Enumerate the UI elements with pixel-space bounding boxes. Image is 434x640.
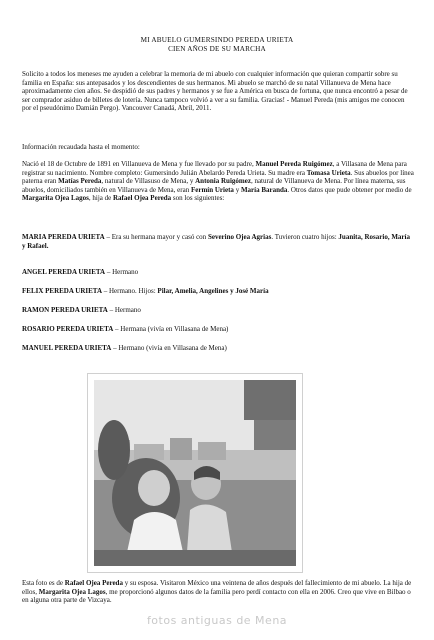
info-heading: Información recaudada hasta el momento: — [22, 143, 140, 151]
text-run: , a Villasana de Mena para registrar su nacimiento. Nombre completo: Gumersindo Julián Abelardo Pereda Urieta. Su madre era — [22, 160, 407, 177]
birth-paragraph — [22, 160, 414, 203]
title-line-1: MI ABUELO GUMERSINDO PEREDA URIETA — [140, 36, 294, 44]
text-run: , natural de Villasuso de Mena, y — [101, 177, 196, 186]
title-line-2: CIEN AÑOS DE SU MARCHA — [168, 45, 266, 53]
sibling-felix — [22, 287, 414, 296]
name-source: Margarita Ojea Lagos — [22, 194, 89, 203]
text-run: – Hermano (vivía en Villasana de Mena) — [111, 344, 227, 352]
name-source-father: Rafael Ojea Pereda — [112, 194, 172, 203]
watermark: fotos antiguas de Mena — [146, 614, 288, 627]
sibling-name: ANGEL PEREDA URIETA — [22, 268, 106, 276]
sibling-name: MARIA PEREDA URIETA — [22, 233, 105, 241]
sibling-manuel — [22, 344, 414, 353]
sibling-name: FELIX PEREDA URIETA — [22, 287, 102, 295]
couple-photo — [94, 380, 296, 566]
photo-caption — [22, 579, 414, 605]
photo-scene-illustration — [94, 380, 296, 566]
text-run: – Hermano — [105, 268, 139, 276]
text-run: , hija de — [88, 194, 113, 203]
text-run: – Hermana (vivía en Villasana de Mena) — [113, 325, 229, 333]
name-maternal-grandmother: María Baranda — [240, 185, 288, 194]
caption-name: Rafael Ojea Pereda — [64, 579, 123, 587]
caption-name: Margarita Ojea Lagos — [38, 587, 106, 596]
name-maternal-grandfather: Fermín Urieta — [190, 185, 234, 194]
sibling-angel — [22, 268, 414, 277]
sibling-rosario — [22, 325, 414, 334]
children-names: Juanita, Rosario, María y Rafael. — [22, 233, 410, 250]
text-run: – Era su hermana mayor y casó con — [104, 233, 208, 241]
text-run: , natural de Villanueva de Mena. Por línea materna, sus abuelos, domiciliados también en Villanueva de Mena, eran — [22, 177, 406, 194]
sibling-maria — [22, 233, 414, 250]
text-run: . Otros datos que pude obtener por medio de — [287, 185, 412, 194]
text-run: . Sus abuelos por línea paterna eran — [22, 168, 414, 186]
name-paternal-grandfather: Matías Pereda — [58, 177, 102, 186]
text-run: – Hermano — [107, 306, 141, 314]
name-paternal-grandmother: Antonia Ruigómez — [195, 177, 251, 186]
sibling-name: RAMON PEREDA URIETA — [22, 306, 108, 314]
children-names: Pilar, Amelia, Angelines y José María — [157, 287, 269, 295]
name-spouse: Severino Ojea Agrias — [207, 233, 272, 241]
text-run: y su esposa. Visitaron México una veintena de años después del fallecimiento de mi abuelo. La hija de ellos, — [22, 579, 412, 596]
text-run: son los siguientes: — [171, 194, 225, 203]
text-run: , me proporcionó algunos datos de la familia pero perdí contacto con ella en 2006. Creo que vive en Bilbao o en alguna otra parte de Vizcaya. — [22, 587, 411, 605]
document-title — [0, 36, 434, 54]
text-run: Esta foto es de — [22, 579, 65, 587]
text-run: – Hermano. Hijos: — [102, 287, 158, 295]
intro-paragraph: Solicito a todos los meneses me ayuden a celebrar la memoria de mi abuelo con cualquier información que quieran compartir sobre su familia en España: sus antepasados y los descendientes de sus hermanos. Mi abuelo se marchó de su natal Villanueva de Mena hace aproximadamente cien años. Se despidió de sus padres y hermanos y se fue a América en busca de fortuna, que nunca encontró a pesar de ser comprador asiduo de billetes de lotería. Nunca tampoco volvió a ver a su familia. Gracias! - Manuel Pereda (mis amigos me conocen por el pseudónimo Damián Pergo). Vancouver Canadá, Abril, 2011. — [22, 70, 408, 113]
sibling-ramon — [22, 306, 414, 315]
sibling-name: MANUEL PEREDA URIETA — [22, 344, 112, 352]
name-mother: Tomasa Urieta — [306, 168, 351, 177]
sibling-name: ROSARIO PEREDA URIETA — [22, 325, 114, 333]
text-run: . Tuvieron cuatro hijos: — [271, 233, 339, 241]
text-run: y — [233, 185, 241, 194]
name-father: Manuel Pereda Ruigómez — [255, 160, 333, 168]
couple-photo-frame — [88, 374, 302, 572]
text-run: Nació el 18 de Octubre de 1891 en Villanueva de Mena y fue llevado por su padre, — [22, 160, 256, 168]
